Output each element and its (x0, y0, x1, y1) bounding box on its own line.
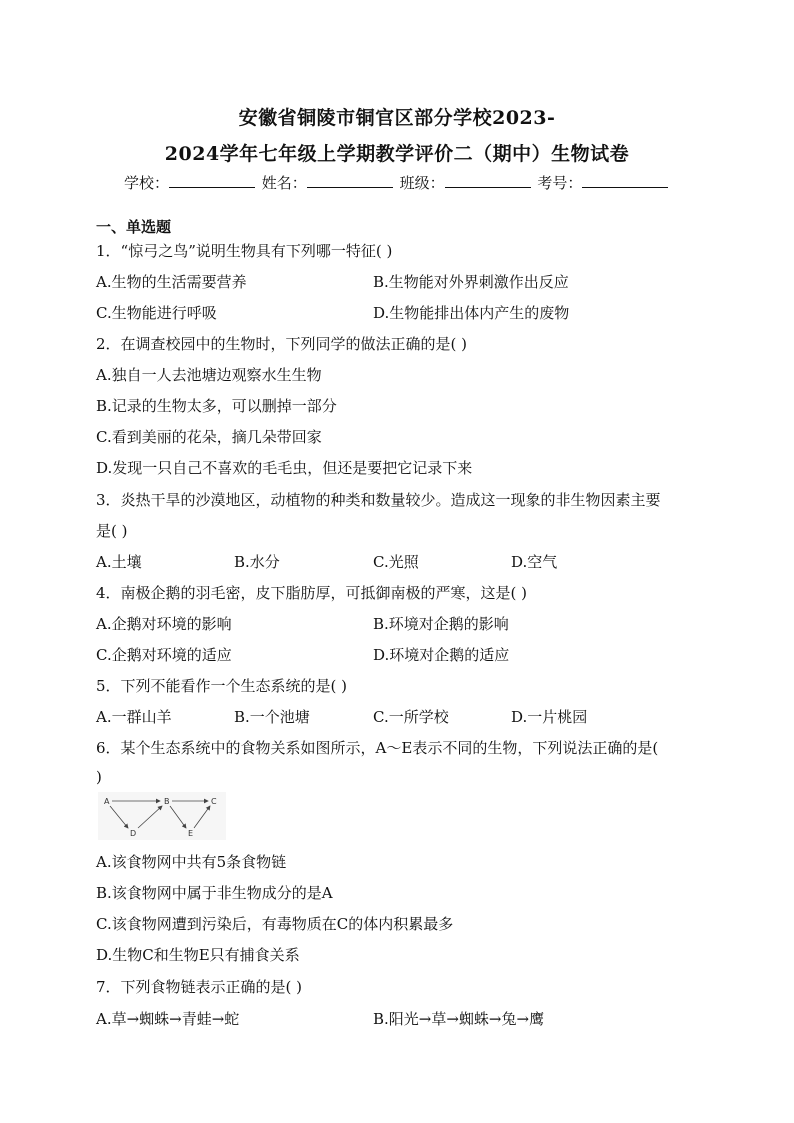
q5-option-c: C.一所学校 (373, 708, 449, 726)
q2-option-b: B.记录的生物太多，可以删掉一部分 (96, 397, 337, 415)
question-7-stem: 7．下列食物链表示正确的是( ) (96, 978, 303, 996)
question-5-stem: 5．下列不能看作一个生态系统的是( ) (96, 677, 348, 695)
q5-option-d: D.一片桃园 (511, 708, 588, 726)
question-3-stem-line-2: 是( ) (96, 522, 128, 540)
q2-option-c: C.看到美丽的花朵，摘几朵带回家 (96, 428, 322, 446)
q7-option-a: A.草→蜘蛛→青蛙→蛇 (96, 1010, 240, 1028)
q6-option-a: A.该食物网中共有5条食物链 (96, 853, 287, 871)
q3-option-b: B.水分 (234, 553, 280, 571)
q3-option-d: D.空气 (511, 553, 558, 571)
q6-option-d: D.生物C和生物E只有捕食关系 (96, 946, 300, 964)
question-3-stem-line-1: 3．炎热干旱的沙漠地区，动植物的种类和数量较少。造成这一现象的非生物因素主要 (96, 491, 661, 509)
question-2-stem: 2．在调查校园中的生物时，下列同学的做法正确的是( ) (96, 335, 468, 353)
title-line-1: 安徽省铜陵市铜官区部分学校2023- (238, 107, 556, 129)
q4-option-d: D.环境对企鹅的适应 (373, 646, 510, 664)
q6-option-c: C.该食物网遭到污染后，有毒物质在C的体内积累最多 (96, 915, 454, 933)
q4-option-a: A.企鹅对环境的影响 (96, 615, 232, 633)
q6-option-b: B.该食物网中属于非生物成分的是A (96, 884, 333, 902)
title-line-2: 2024学年七年级上学期教学评价二（期中）生物试卷 (164, 143, 630, 165)
q2-option-a: A.独自一人去池塘边观察水生生物 (96, 366, 322, 384)
q5-option-b: B.一个池塘 (234, 708, 310, 726)
class-label: 班级： (399, 174, 445, 192)
q2-option-d: D.发现一只自己不喜欢的毛毛虫，但还是要把它记录下来 (96, 459, 473, 477)
question-1-stem: 1．“惊弓之鸟”说明生物具有下列哪一特征( ) (96, 242, 393, 260)
class-blank[interactable] (445, 173, 531, 188)
q1-option-d: D.生物能排出体内产生的废物 (373, 304, 570, 322)
node-b-label: B (164, 797, 170, 806)
node-a-label: A (104, 797, 110, 806)
q1-option-b: B.生物能对外界刺激作出反应 (373, 273, 569, 291)
node-e-label: E (188, 829, 194, 838)
number-label: 考号： (537, 174, 583, 192)
q4-option-b: B.环境对企鹅的影响 (373, 615, 509, 633)
name-blank[interactable] (307, 173, 393, 188)
q1-option-a: A.生物的生活需要营养 (96, 273, 247, 291)
q4-option-c: C.企鹅对环境的适应 (96, 646, 232, 664)
school-label: 学校： (124, 174, 170, 192)
school-blank[interactable] (169, 173, 255, 188)
q3-option-c: C.光照 (373, 553, 419, 571)
question-6-stem-line-1: 6．某个生态系统中的食物关系如图所示，A～E表示不同的生物，下列说法正确的是( (96, 739, 659, 757)
section-heading: 一、单选题 (96, 218, 172, 236)
number-blank[interactable] (582, 173, 668, 188)
food-web-diagram (98, 792, 226, 840)
q5-option-a: A.一群山羊 (96, 708, 172, 726)
q3-option-a: A.土壤 (96, 553, 142, 571)
question-6-stem-line-2: ) (96, 768, 102, 786)
q7-option-b: B.阳光→草→蜘蛛→兔→鹰 (373, 1010, 545, 1028)
student-info-row (124, 172, 670, 193)
node-c-label: C (211, 797, 217, 806)
question-4-stem: 4．南极企鹅的羽毛密，皮下脂肪厚，可抵御南极的严寒，这是( ) (96, 584, 528, 602)
q1-option-c: C.生物能进行呼吸 (96, 304, 217, 322)
name-label: 姓名： (261, 174, 307, 192)
node-d-label: D (130, 829, 137, 838)
